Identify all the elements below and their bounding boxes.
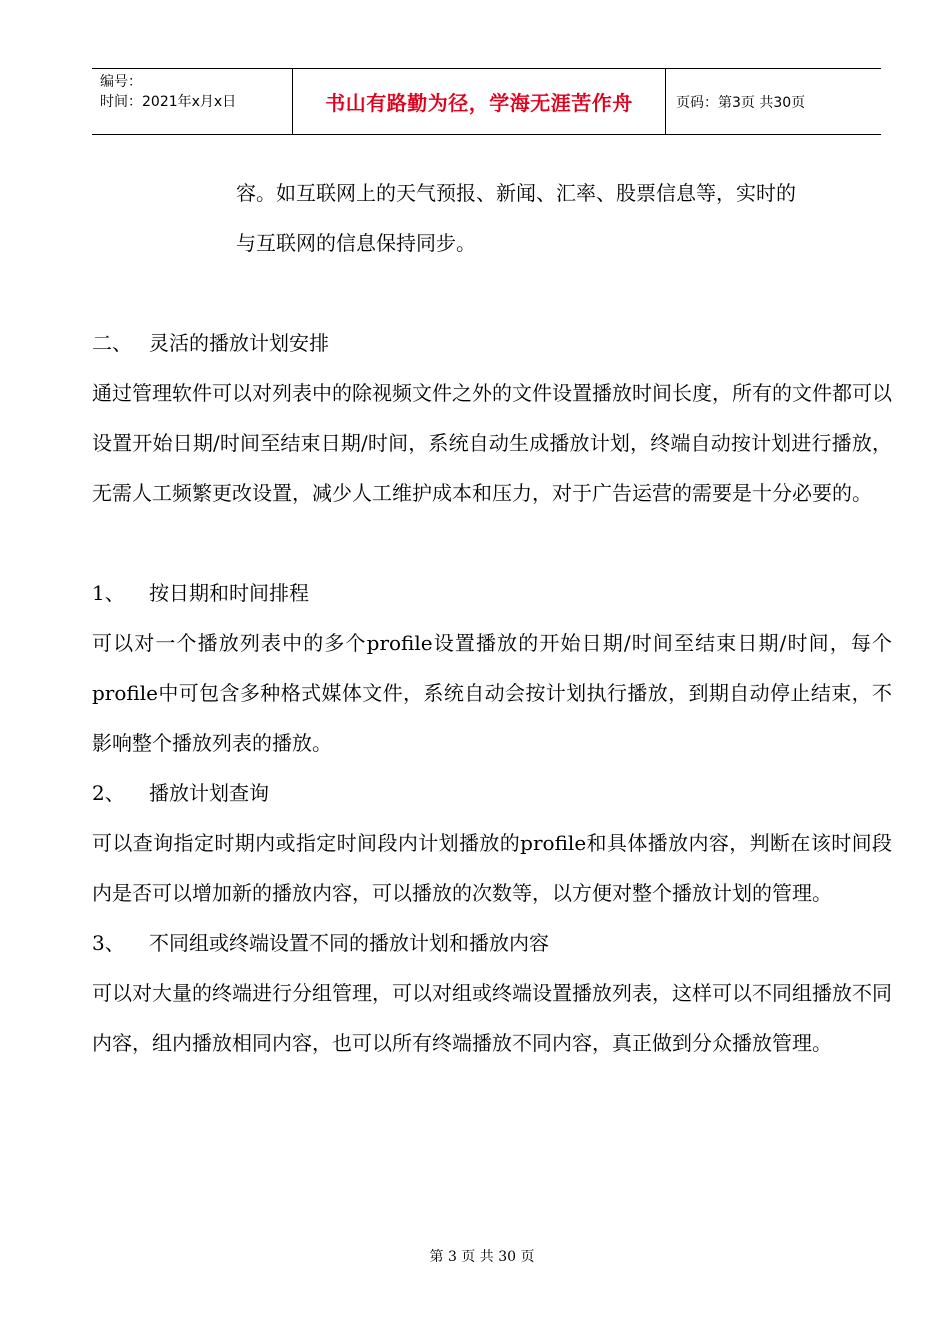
section-paragraph: 通过管理软件可以对列表中的除视频文件之外的文件设置播放时间长度，所有的文件都可以设置开始日期/时间至结束日期/时间，系统自动生成播放计划，终端自动按计划进行播放，无需人工频繁更改设置，减少人工维护成本和压力，对于广告运营的需要是十分必要的。 xyxy=(92,381,892,505)
subsection-heading-2 xyxy=(92,768,892,818)
subsection-number: 3、 xyxy=(92,931,125,955)
subsection-title: 不同组或终端设置不同的播放计划和播放内容 xyxy=(149,931,549,955)
header-page-number: 页码：第3页 共30页 xyxy=(676,94,806,111)
subsection-number: 1、 xyxy=(92,581,125,605)
page-footer: 第 3 页 共 30 页 xyxy=(429,1249,535,1265)
section-title: 灵活的播放计划安排 xyxy=(149,331,329,355)
subsection-paragraph: 可以对一个播放列表中的多个profile设置播放的开始日期/时间至结束日期/时间，每个profile中可包含多种格式媒体文件，系统自动会按计划执行播放，到期自动停止结束，不影响整个播放列表的播放。 xyxy=(92,631,892,755)
header-meta xyxy=(92,69,293,134)
document-number-label: 编号： xyxy=(100,74,142,90)
subsection-heading-1 xyxy=(92,568,892,618)
subsection-paragraph: 可以对大量的终端进行分组管理，可以对组或终端设置播放列表，这样可以不同组播放不同内容，组内播放相同内容，也可以所有终端播放不同内容，真正做到分众播放管理。 xyxy=(92,981,892,1055)
subsection-heading-3 xyxy=(92,918,892,968)
section-number: 二、 xyxy=(92,331,132,355)
subsection-title: 按日期和时间排程 xyxy=(149,581,309,605)
subsection-paragraph: 可以查询指定时期内或指定时间段内计划播放的profile和具体播放内容，判断在该时间段内是否可以增加新的播放内容，可以播放的次数等，以方便对整个播放计划的管理。 xyxy=(92,831,892,905)
subsection-title: 播放计划查询 xyxy=(149,781,269,805)
continued-paragraph-line-2: 与互联网的信息保持同步。 xyxy=(236,231,476,255)
header-slogan: 书山有路勤为径，学海无涯苦作舟 xyxy=(293,69,666,134)
subsection-number: 2、 xyxy=(92,781,125,805)
page-header xyxy=(92,68,881,135)
continued-paragraph-line-1: 容。如互联网上的天气预报、新闻、汇率、股票信息等，实时的 xyxy=(236,181,796,205)
document-time-label: 时间：2021年x月x日 xyxy=(100,94,237,110)
document-body xyxy=(92,168,892,1068)
section-heading-2 xyxy=(92,318,892,368)
